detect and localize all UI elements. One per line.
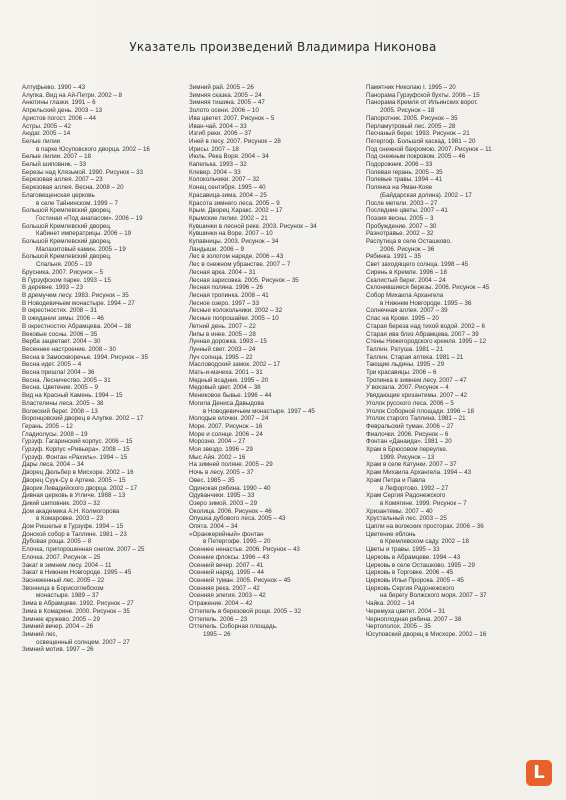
- index-entry: Старая береза над тихой водой. 2002 – 6: [366, 322, 485, 330]
- index-entry: Красавица-зима. 2004 – 25: [189, 191, 267, 199]
- index-entry: Таллин. Ратуша. 1981 – 21: [366, 345, 444, 353]
- index-entry: Конец сентября. 1995 – 40: [189, 184, 266, 192]
- index-entry: После метели. 2003 – 27: [366, 199, 438, 207]
- index-entry: Распутица в селе Осташково.: [366, 238, 452, 246]
- index-entry: Весна. Лесничество. 2005 – 31: [22, 376, 111, 384]
- index-entry: Моя звездо. 1996 – 29: [189, 446, 253, 454]
- index-entry: В Гурзуфском парке. 1993 – 15: [22, 276, 111, 284]
- index-entry: Таллин. Старая аптека. 1981 – 21: [366, 353, 464, 361]
- index-entry: Донской собор в Таллине. 1981 – 23: [22, 530, 127, 538]
- index-entry: Елочка. 2007. Рисунок – 25: [22, 553, 101, 561]
- index-entry: Весна. Цветение. 2005 – 9: [22, 384, 99, 392]
- index-entry: Тропинка в зимнем лесу. 2007 – 47: [366, 376, 467, 384]
- index-entry: Церковь в Торговке. 2006 – 45: [366, 569, 454, 577]
- index-entry: Березовая аллея. 2007 – 23: [22, 176, 103, 184]
- index-entry: Морозно. 2004 – 27: [189, 438, 246, 446]
- index-entry: Весеннее настроение. 2008 – 30: [22, 345, 116, 353]
- index-entry: Верба зацветает. 2004 – 30: [22, 338, 101, 346]
- index-entry: Околица. 2006. Рисунок – 46: [189, 507, 272, 515]
- index-entry: Капелька. 1993 – 32: [189, 161, 247, 169]
- index-entry: Спальня. 2005 – 19: [36, 261, 92, 269]
- index-entry: Хризантемы. 2007 – 40: [366, 507, 433, 515]
- index-entry: В дремучем лесу. 1983. Рисунок – 35: [22, 291, 129, 299]
- index-entry: Аюдаг. 2005 – 14: [22, 130, 71, 138]
- index-entry: Уголок старого Таллина. 1981 – 21: [366, 415, 466, 423]
- index-entry: Летний день. 2007 – 22: [189, 322, 256, 330]
- index-entry: Зима в Абрамцеве. 1992. Рисунок – 27: [22, 600, 134, 608]
- index-entry: Петергоф. Большой каскад. 1981 – 20: [366, 137, 476, 145]
- index-entry: Лесное озеро. 1997 – 33: [189, 299, 260, 307]
- index-entry: Большой Кремлевский дворец.: [22, 222, 112, 230]
- index-entry: Весна идет. 2005 – 4: [22, 361, 82, 369]
- index-entry: Крым. Дворец Харакс. 2002 – 17: [189, 207, 283, 215]
- index-entry: Березовая аллея. Весна. 2008 – 20: [22, 184, 124, 192]
- index-entry: Юсуповский дворец в Мисхоре. 2002 – 16: [366, 630, 487, 638]
- index-entry: в Петергофе. 1995 – 20: [203, 538, 271, 546]
- index-entry: Церковь в Абрамцеве. 1994 – 43: [366, 553, 461, 561]
- index-entry: Вековые сосны. 2006 – 35: [22, 330, 98, 338]
- page-title: Указатель произведений Владимира Никонова: [129, 40, 437, 54]
- index-entry: Клевер. 2004 – 33: [189, 168, 241, 176]
- index-entry: Гурзуф. Фонтан «Рахиль». 1994 – 15: [22, 453, 128, 461]
- index-entry: в Комягине. 1999. Рисунок – 7: [380, 499, 467, 507]
- index-entry: в Комаровке. 2003 – 23: [36, 515, 104, 523]
- index-entry: Цветы и травы. 1995 – 33: [366, 546, 440, 554]
- index-entry: Оттепель в березовой роще. 2005 – 32: [189, 607, 302, 615]
- index-entry: Кувшинки в лесной реке. 2003. Рисунок – 34: [189, 222, 317, 230]
- index-entry: Дворик Ливадийского дворца. 2002 – 17: [22, 484, 138, 492]
- index-entry: Осенние флоксы. 1996 – 43: [189, 553, 270, 561]
- index-entry: Лесная поляна. 1996 – 26: [189, 284, 263, 292]
- index-column-3: [366, 84, 552, 639]
- index-entry: «Оранжерейный» фонтан: [189, 530, 264, 538]
- index-entry: Оттепель. Соборная площадь.: [189, 623, 278, 631]
- index-entry: 2006. Рисунок – 36: [380, 245, 435, 253]
- index-entry: Разнотравье. 2002 – 32: [366, 230, 434, 238]
- index-entry: У вокзала. 2007. Рисунок – 4: [366, 384, 449, 392]
- index-entry: Зимнее кружево. 2005 – 29: [22, 615, 100, 623]
- index-entry: Одуванчики. 1995 – 33: [189, 492, 255, 500]
- index-entry: Море и солнце. 2006 – 24: [189, 430, 263, 438]
- index-entry: Храм в селе Катунки. 2007 – 37: [366, 461, 457, 469]
- index-entry: Гурзуф. Гагаринский корпус. 2006 – 15: [22, 438, 133, 446]
- index-entry: монастыре. 1989 – 37: [36, 592, 99, 600]
- index-entry: Ландыши. 2006 – 9: [189, 245, 244, 253]
- index-entry: Зимняя сказка. 2005 – 24: [189, 91, 262, 99]
- index-entry: Осенний вечер. 2007 – 41: [189, 561, 264, 569]
- index-entry: Звонница в Борисоглебском: [22, 584, 104, 592]
- index-entry: Полянка на Яман-Кояе: [366, 184, 433, 192]
- index-entry: Море. 2007. Рисунок – 16: [189, 422, 263, 430]
- index-entry: Полевые травы. 1994 – 41: [366, 176, 443, 184]
- index-entry: Малахитовый камин. 2005 – 19: [36, 245, 126, 253]
- index-entry: Лес в золотом наряде. 2006 – 43: [189, 253, 284, 261]
- index-entry: Церковь Сергия Радонежского: [366, 584, 455, 592]
- index-entry: Дом академика А.Н. Колмогорова: [22, 507, 120, 515]
- index-entry: Зимний рай. 2005 – 26: [189, 84, 254, 91]
- index-entry: Оттепель. 2006 – 23: [189, 615, 248, 623]
- index-entry: Панорама Гурзуфской бухты. 2006 – 15: [366, 91, 480, 99]
- index-entry: Зима в Комарине. 2000. Рисунок – 35: [22, 607, 130, 615]
- index-entry: Дом Ришелье в Гурзуфе. 1994 – 15: [22, 523, 124, 531]
- index-entry: Овес. 1985 – 35: [189, 476, 235, 484]
- index-entry: Храм Петра и Павла: [366, 476, 426, 484]
- index-entry: Ирисы. 2007 – 18: [189, 145, 239, 153]
- index-entry: Лесная тропинка. 2008 – 41: [189, 291, 269, 299]
- index-entry: Большой Кремлевский дворец.: [22, 207, 112, 215]
- index-entry: В Новодевичьем монастыре. 1994 – 27: [22, 299, 135, 307]
- index-entry: на берегу Волжского моря. 2007 – 37: [380, 592, 487, 600]
- index-entry: В ожидании зимы. 2006 – 46: [22, 315, 104, 323]
- index-entry: Церковь Ильи Пророка. 2005 – 45: [366, 577, 464, 584]
- index-entry: Лесная зарисовка. 2005. Рисунок – 35: [189, 276, 299, 284]
- index-entry: Цветение яблонь: [366, 530, 416, 538]
- index-entry: Храм Сергия Радонежского: [366, 492, 446, 500]
- index-entry: Собор Михаила Архангела: [366, 291, 444, 299]
- index-entry: Закат в Нижнем Новгороде. 1995 – 45: [22, 569, 132, 577]
- index-entry: (Байдарская долина). 2002 – 17: [380, 191, 472, 199]
- index-entry: Герань. 2005 – 12: [22, 422, 73, 430]
- index-entry: В окрестностях. 2008 – 31: [22, 307, 97, 315]
- index-entry: Лес в снежном убранстве. 2007 – 7: [189, 261, 291, 269]
- index-entry: Хрустальный лес. 2003 – 25: [366, 515, 447, 523]
- index-entry: Осенний туман. 2005. Рисунок – 45: [189, 577, 291, 584]
- index-entry: Лесные попрошайки. 2005 – 10: [189, 315, 279, 323]
- index-entry: Закат в зимнем лесу. 2004 – 11: [22, 561, 112, 569]
- index-entry: Фонтан «Данаида». 1981 – 20: [366, 438, 452, 446]
- index-entry: Лунная дорожка. 1993 – 15: [189, 338, 267, 346]
- index-entry: Песчаный берег. 1993. Рисунок – 21: [366, 130, 470, 138]
- index-entry: Свет заходящего солнца. 1998 – 45: [366, 261, 469, 269]
- index-entry: в Лефортово. 1992 – 27: [380, 484, 449, 492]
- index-entry: Озеро зимой. 2003 – 29: [189, 499, 258, 507]
- index-entry: Опушка дубового леса. 2005 – 43: [189, 515, 286, 523]
- index-entry: Дары леса. 2004 – 34: [22, 461, 84, 469]
- index-entry: Старая ива близ Абрамцева. 2007 – 39: [366, 330, 479, 338]
- index-entry: Вид на Красный Камень. 1994 – 15: [22, 392, 123, 400]
- index-entry: Ива цветет. 2007. Рисунок – 5: [189, 114, 275, 122]
- index-entry: Иван-чай. 2004 – 33: [189, 122, 247, 130]
- index-entry: в Новодевичьем монастыре. 1997 – 45: [203, 407, 315, 415]
- index-entry: Большой Кремлевский дворец.: [22, 253, 112, 261]
- index-entry: Осенняя река. 2007 – 42: [189, 584, 260, 592]
- index-entry: Колокольчики. 2007 – 32: [189, 176, 260, 184]
- index-entry: Склонившиеся березы. 2006. Рисунок – 45: [366, 284, 490, 292]
- index-entry: Зимний лес,: [22, 630, 58, 638]
- index-entry: Весна в Замоскворечье. 1994. Рисунок – 35: [22, 353, 148, 361]
- index-entry: Лесные колокольчики. 2002 – 32: [189, 307, 283, 315]
- index-entry: Астры. 2005 – 42: [22, 122, 71, 130]
- index-entry: Чайка. 2002 – 14: [366, 600, 415, 608]
- index-entry: в селе Тайнинском. 1999 – 7: [36, 199, 118, 207]
- index-entry: Стены Нижегородского кремля. 1995 – 12: [366, 338, 487, 346]
- index-entry: Отражение. 2004 – 42: [189, 600, 253, 608]
- index-entry: Зимний мотив. 1997 – 26: [22, 646, 94, 654]
- index-entry: Ночь в лесу. 2005 – 37: [189, 469, 254, 477]
- index-entry: Мыс Айя. 2002 – 16: [189, 453, 246, 461]
- index-entry: Дивная церковь в Угличе. 1988 – 13: [22, 492, 126, 500]
- index-entry: Чертополох. 2005 – 35: [366, 623, 431, 631]
- index-column-1: [22, 84, 192, 654]
- index-entry: Цапли на волжских просторах. 2006 – 36: [366, 523, 484, 531]
- index-column-2: [189, 84, 363, 639]
- index-entry: Дворец Дюльбер в Мисхоре. 2002 – 16: [22, 469, 134, 477]
- index-entry: Лунный свет. 2003 – 24: [189, 345, 256, 353]
- index-entry: Заснеженный лес. 2005 – 22: [22, 577, 105, 584]
- index-entry: Зимняя тишина. 2005 – 47: [189, 99, 265, 107]
- index-entry: Белые лилии: [22, 137, 61, 145]
- index-entry: Пробуждение. 2007 – 30: [366, 222, 437, 230]
- index-entry: Апрельский день. 2003 – 13: [22, 107, 103, 115]
- index-entry: Молодые елочки. 2007 – 24: [189, 415, 269, 423]
- index-entry: Елочка, припорошенная снегом. 2007 – 25: [22, 546, 145, 554]
- index-entry: в парке Юсуповского дворца. 2002 – 16: [36, 145, 150, 153]
- index-entry: Мениковое бывье. 1996 – 44: [189, 392, 272, 400]
- index-entry: Могила Дениса Давыдова: [189, 399, 264, 407]
- index-entry: Благовещенская церковь: [22, 191, 95, 199]
- index-entry: Рябинка. 1991 – 35: [366, 253, 421, 261]
- index-entry: Церковь в селе Осташково. 1995 – 29: [366, 561, 475, 569]
- index-entry: Брусника. 2007. Рисунок – 5: [22, 268, 104, 276]
- index-entry: Медовый цвет. 2004 – 38: [189, 384, 261, 392]
- index-entry: Подорожник. 2006 – 33: [366, 161, 433, 169]
- index-entry: Последние цветы. 2007 – 41: [366, 207, 448, 215]
- index-entry: Медный всадник. 1995 – 20: [189, 376, 269, 384]
- index-entry: Уголок Соборной площади. 1996 – 18: [366, 407, 475, 415]
- index-entry: Февральский туман. 2006 – 27: [366, 422, 454, 430]
- index-entry: Под снежным покровом. 2005 – 46: [366, 153, 466, 161]
- index-entry: Алупка. Вид на Ай-Петри. 2002 – 8: [22, 91, 122, 99]
- index-entry: Черемуха цветет. 2004 – 31: [366, 607, 446, 615]
- index-entry: Храм Михаила Архангела. 1994 – 43: [366, 469, 472, 477]
- index-entry: Весна пришла! 2004 – 36: [22, 369, 95, 377]
- index-entry: 1999. Рисунок – 13: [380, 453, 435, 461]
- index-entry: Сирень в Кремле. 1996 – 18: [366, 268, 447, 276]
- index-entry: Солнечная аллея. 2007 – 39: [366, 307, 448, 315]
- index-entry: Папоротник. 2005. Рисунок – 35: [366, 114, 458, 122]
- index-entry: в Кремлевском саду. 2002 – 18: [380, 538, 469, 546]
- index-entry: Скалистый берег. 2004 – 24: [366, 276, 446, 284]
- index-entry: 1995 – 26: [203, 630, 231, 638]
- index-entry: Изгиб реки. 2006 – 37: [189, 130, 252, 138]
- index-entry: Перламутровый лес. 2005 – 28: [366, 122, 456, 130]
- index-entry: Памятник Николаю I. 1995 – 20: [366, 84, 456, 91]
- index-entry: Иней в лесу. 2007. Рисунок – 28: [189, 137, 281, 145]
- index-entry: Лесная арка. 2004 – 31: [189, 268, 256, 276]
- index-entry: Властелины леса. 2005 – 38: [22, 399, 104, 407]
- index-entry: Анютины глазки. 1991 – 6: [22, 99, 96, 107]
- index-entry: Опята. 2004 – 34: [189, 523, 238, 531]
- index-entry: Волжский берег. 2008 – 13: [22, 407, 98, 415]
- index-entry: Белый шиповник. – 33: [22, 161, 87, 169]
- index-entry: Алтуфьево. 1990 – 43: [22, 84, 86, 91]
- index-entry: Кабинет императрицы. 2006 – 19: [36, 230, 132, 238]
- index-entry: Дикий шиповник. 2003 – 32: [22, 499, 101, 507]
- index-entry: Красота зимнего леса. 2005 – 9: [189, 199, 280, 207]
- index-entry: Осеннее ненастье. 2006. Рисунок – 43: [189, 546, 300, 554]
- index-entry: Березы над Клязьмой. 1990. Рисунок – 33: [22, 168, 143, 176]
- index-entry: Храм в Брюсовом переулке.: [366, 446, 448, 454]
- index-entry: На зимней поляне. 2005 – 29: [189, 461, 273, 469]
- logo-glyph: L: [533, 762, 545, 783]
- index-entry: В окрестностях Абрамцева. 2004 – 38: [22, 322, 132, 330]
- index-entry: В деревне. 1993 – 23: [22, 284, 83, 292]
- index-entry: Полевая герань. 2005 – 35: [366, 168, 443, 176]
- index-entry: Одинокая рябина. 1990 – 40: [189, 484, 271, 492]
- index-entry: Золото осени. 2006 – 10: [189, 107, 259, 115]
- index-entry: Осенний наряд. 1995 – 44: [189, 569, 264, 577]
- index-entry: Фиалочки. 2006. Рисунок – 6: [366, 430, 449, 438]
- index-entry: Три красавицы. 2006 – 6: [366, 369, 437, 377]
- index-entry: Гостиная «Под анапасом». 2006 – 19: [36, 214, 143, 222]
- index-entry: Июль. Река Воря. 2004 – 34: [189, 153, 269, 161]
- index-entry: Белые лилии. 2007 – 18: [22, 153, 92, 161]
- index-entry: Под снежной бахромою. 2007. Рисунок – 11: [366, 145, 492, 153]
- index-entry: Купавницы. 2003. Рисунок – 34: [189, 238, 279, 246]
- index-entry: Поэзия весны. 2005 – 3: [366, 214, 434, 222]
- index-entry: 2005. Рисунок – 18: [380, 107, 435, 115]
- index-entry: Зимний вечер. 2004 – 26: [22, 623, 94, 631]
- publisher-logo-icon: [526, 760, 552, 786]
- index-entry: Панорама Кремля от Ильинских ворот.: [366, 99, 478, 107]
- index-entry: Большой Кремлевский дворец.: [22, 238, 112, 246]
- index-entry: Дворец Суук-Су в Артеке. 2005 – 15: [22, 476, 126, 484]
- index-entry: Осенняя элегия. 2003 – 42: [189, 592, 266, 600]
- index-entry: Масловодский замок. 2002 – 17: [189, 361, 281, 369]
- index-entry: Гурзуф. Корпус «Ривьера». 2008 – 15: [22, 446, 130, 454]
- index-entry: Уголок русского леса. 2006 – 5: [366, 399, 454, 407]
- index-entry: Увядающие хризантемы. 2007 – 42: [366, 392, 468, 400]
- index-entry: Луч солнца. 1995 – 22: [189, 353, 253, 361]
- index-entry: освещенный солнцем. 2007 – 27: [36, 638, 130, 646]
- index-entry: Аристов погост. 2006 – 44: [22, 114, 96, 122]
- index-entry: Тающие льдины. 1995 – 29: [366, 361, 445, 369]
- index-entry: Крымские лилии. 2002 – 21: [189, 214, 268, 222]
- index-entry: Дубовая роща. 2005 – 8: [22, 538, 92, 546]
- index-entry: Мать-и-мачеха. 2001 – 31: [189, 369, 263, 377]
- index-entry: Воронцовский дворец в Алупке. 2002 – 17: [22, 415, 144, 423]
- index-entry: Спас на Крови. 1995 – 20: [366, 315, 439, 323]
- index-entry: в Нижнем Новгороде. 1995 – 36: [380, 299, 472, 307]
- index-entry: Кувшинки на Воре. 2007 – 10: [189, 230, 273, 238]
- index-entry: Липы в инее. 2005 – 28: [189, 330, 256, 338]
- index-entry: Черноплодная рябина. 2007 – 38: [366, 615, 462, 623]
- index-entry: Гладиолусы. 2008 – 19: [22, 430, 88, 438]
